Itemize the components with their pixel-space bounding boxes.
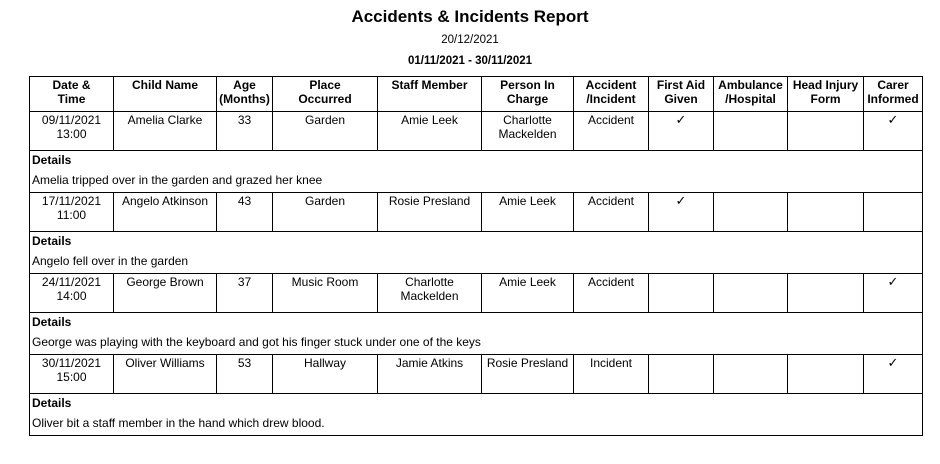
cell-child-name: Oliver Williams <box>114 355 217 394</box>
cell-first-aid: ✓ <box>649 112 714 151</box>
details-text: Angelo fell over in the garden <box>32 254 189 268</box>
cell-carer-informed: ✓ <box>864 112 923 151</box>
cell-place: Music Room <box>273 274 378 313</box>
cell-head-injury <box>788 274 864 313</box>
details-text: Amelia tripped over in the garden and grazed her knee <box>32 173 323 187</box>
cell-ambulance <box>714 112 788 151</box>
cell-date-time: 30/11/2021 15:00 <box>30 355 114 394</box>
cell-ambulance <box>714 274 788 313</box>
cell-age: 43 <box>217 193 273 232</box>
cell-accident-incident: Accident <box>574 193 649 232</box>
cell-child-name: Angelo Atkinson <box>114 193 217 232</box>
cell-child-name: Amelia Clarke <box>114 112 217 151</box>
details-row <box>30 313 923 355</box>
cell-first-aid: ✓ <box>649 193 714 232</box>
table-row <box>30 193 923 232</box>
cell-person-in-charge: Rosie Presland <box>482 355 574 394</box>
col-accident-incident: Accident /Incident <box>574 77 649 112</box>
report-date-range: 01/11/2021 - 30/11/2021 <box>407 55 533 67</box>
cell-place: Garden <box>273 112 378 151</box>
cell-date-time: 09/11/2021 13:00 <box>30 112 114 151</box>
report-title: Accidents & Incidents Report <box>351 7 589 26</box>
details-text: George was playing with the keyboard and got his finger stuck under one of the keys <box>32 335 481 349</box>
col-first-aid: First Aid Given <box>649 77 714 112</box>
details-text: Oliver bit a staff member in the hand which drew blood. <box>32 416 325 430</box>
table-header-row <box>30 77 923 112</box>
details-label: Details <box>32 315 72 329</box>
report-date: 20/12/2021 <box>441 34 499 46</box>
cell-staff-member: Amie Leek <box>378 112 482 151</box>
col-carer-informed: Carer Informed <box>864 77 923 112</box>
cell-ambulance <box>714 193 788 232</box>
cell-staff-member: Rosie Presland <box>378 193 482 232</box>
cell-age: 37 <box>217 274 273 313</box>
cell-place: Hallway <box>273 355 378 394</box>
col-staff-member: Staff Member <box>378 77 482 112</box>
table-row <box>30 274 923 313</box>
cell-person-in-charge: Amie Leek <box>482 193 574 232</box>
cell-head-injury <box>788 193 864 232</box>
cell-child-name: George Brown <box>114 274 217 313</box>
col-person-in-charge: Person In Charge <box>482 77 574 112</box>
table-row <box>30 355 923 394</box>
details-label: Details <box>32 396 72 410</box>
col-place: Place Occurred <box>273 77 378 112</box>
cell-age: 53 <box>217 355 273 394</box>
col-age: Age (Months) <box>217 77 273 112</box>
accidents-table <box>29 76 923 436</box>
cell-date-time: 17/11/2021 11:00 <box>30 193 114 232</box>
cell-person-in-charge: Amie Leek <box>482 274 574 313</box>
cell-accident-incident: Accident <box>574 274 649 313</box>
details-row <box>30 394 923 436</box>
cell-accident-incident: Accident <box>574 112 649 151</box>
col-head-injury: Head Injury Form <box>788 77 864 112</box>
col-date-time: Date & Time <box>30 77 114 112</box>
cell-first-aid <box>649 274 714 313</box>
cell-head-injury <box>788 355 864 394</box>
cell-staff-member: Charlotte Mackelden <box>378 274 482 313</box>
cell-head-injury <box>788 112 864 151</box>
details-label: Details <box>32 234 72 248</box>
details-label: Details <box>32 153 72 167</box>
cell-staff-member: Jamie Atkins <box>378 355 482 394</box>
table-row <box>30 112 923 151</box>
cell-place: Garden <box>273 193 378 232</box>
cell-age: 33 <box>217 112 273 151</box>
cell-date-time: 24/11/2021 14:00 <box>30 274 114 313</box>
col-child-name: Child Name <box>114 77 217 112</box>
details-row <box>30 232 923 274</box>
cell-accident-incident: Incident <box>574 355 649 394</box>
cell-carer-informed: ✓ <box>864 355 923 394</box>
cell-ambulance <box>714 355 788 394</box>
details-row <box>30 151 923 193</box>
cell-carer-informed: ✓ <box>864 274 923 313</box>
cell-first-aid <box>649 355 714 394</box>
col-ambulance: Ambulance /Hospital <box>714 77 788 112</box>
cell-carer-informed <box>864 193 923 232</box>
cell-person-in-charge: Charlotte Mackelden <box>482 112 574 151</box>
